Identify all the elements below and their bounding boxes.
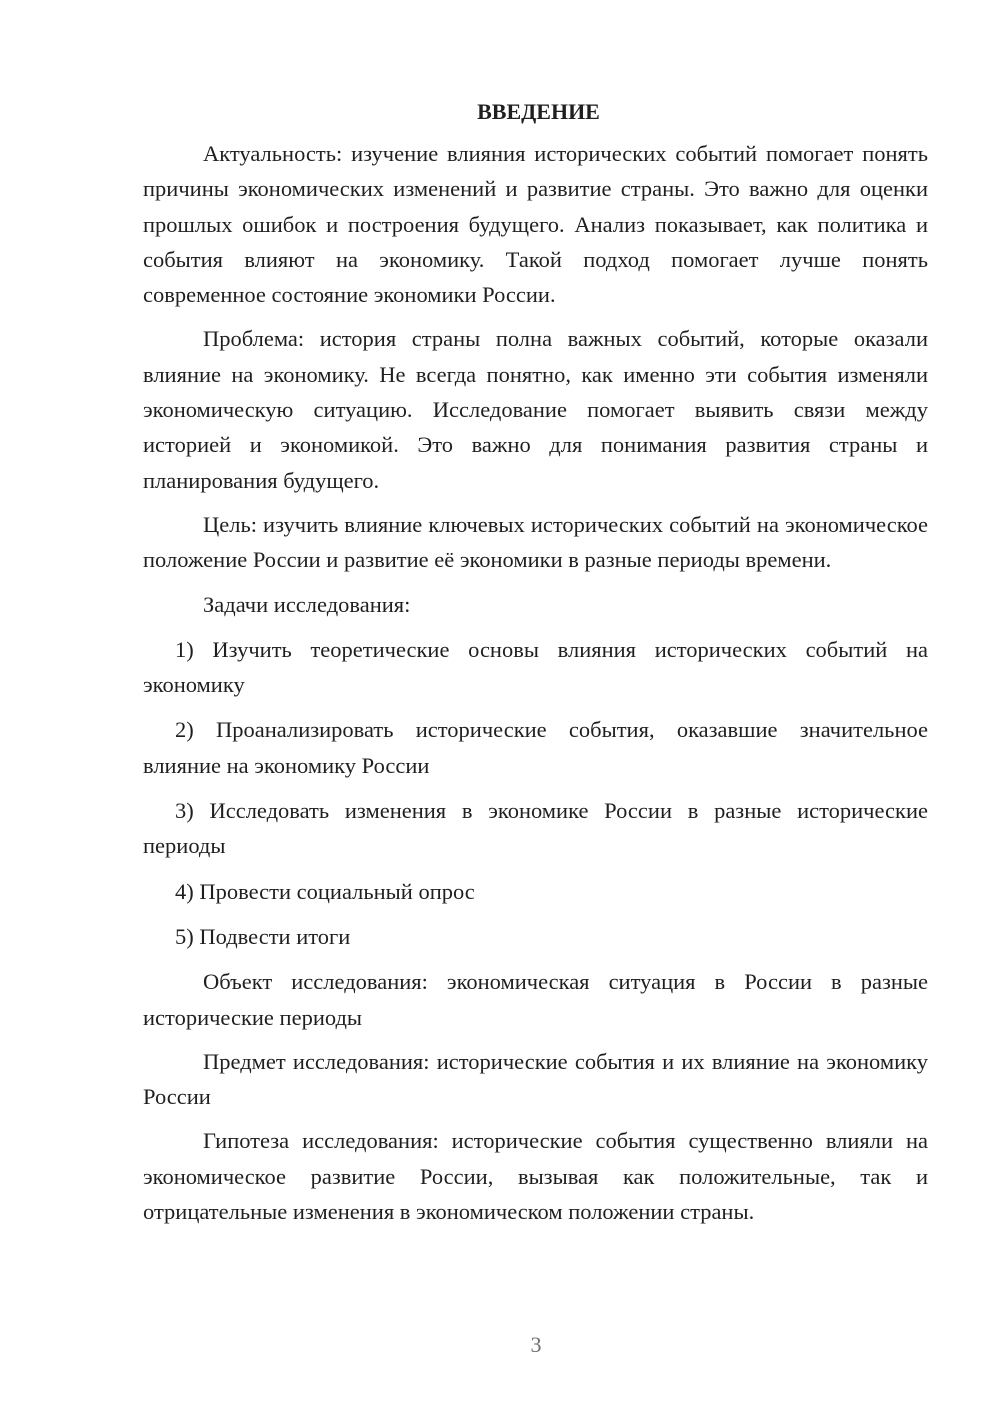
tasks-heading: Задачи исследования: [203,591,411,617]
paragraph-relevance: Актуальность: изучение влияния исторических событий помогает понять причины экономических изменений и развитие страны. Это важно для оценки прошлых ошибок и построения будущего. Анализ показывает, как политика и события влияют на экономику. Такой подход помогает лучше понять современное состояние экономики России. [143,141,928,308]
paragraph-object: Объект исследования: экономическая ситуация в России в разные исторические периоды [143,969,928,1030]
paragraph-problem: Проблема: история страны полна важных событий, которые оказали влияние на экономику. Не всегда понятно, как именно эти события изменяли экономическую ситуацию. Исследование помогает выявить связи между историей и экономикой. Это важно для понимания развития страны и планирования будущего. [143,326,928,493]
paragraph-goal: Цель: изучить влияние ключевых исторических событий на экономическое положение России и развитие её экономики в разные периоды времени. [143,511,928,573]
task-item: 3) Исследовать изменения в экономике России в разные исторические периоды [143,798,928,859]
paragraph-subject: Предмет исследования: исторические события и их влияние на экономику России [143,1048,928,1110]
task-item: 1) Изучить теоретические основы влияния исторических событий на экономику [143,636,928,698]
task-item: 5) Подвести итоги [175,923,351,949]
page-title: ВВЕДЕНИЕ [477,99,600,124]
page-content [143,96,928,1238]
task-item: 2) Проанализировать исторические события, оказавшие значительное влияние на экономику России [143,717,928,778]
task-item: 4) Провести социальный опрос [175,878,475,904]
page-number: 3 [530,1332,542,1357]
paragraph-hypothesis: Гипотеза исследования: исторические события существенно влияли на экономическое развитие России, вызывая как положительные, так и отрицательные изменения в экономическом положении страны. [143,1128,928,1225]
